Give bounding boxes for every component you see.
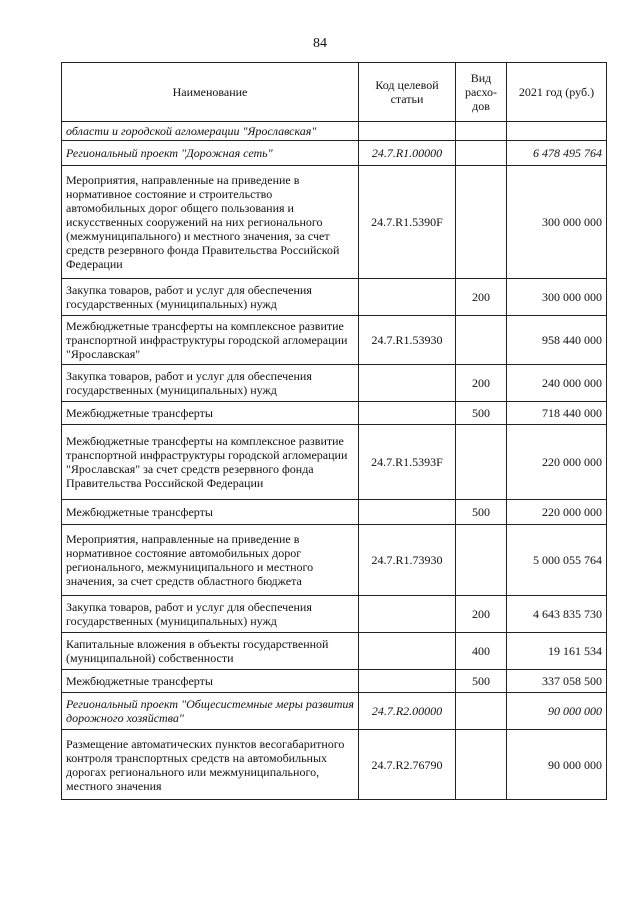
cell-amount: 5 000 055 764 — [507, 525, 607, 596]
header-kind: Вид расхо-дов — [456, 63, 507, 122]
cell-name: Региональный проект "Общесистемные меры развития дорожного хозяйства" — [62, 693, 359, 730]
cell-amount: 718 440 000 — [507, 402, 607, 425]
page-number: 84 — [313, 36, 327, 51]
cell-name: Региональный проект "Дорожная сеть" — [62, 141, 359, 166]
cell-name: Межбюджетные трансферты — [62, 670, 359, 693]
cell-amount: 90 000 000 — [507, 730, 607, 800]
cell-code: 24.7.R1.73930 — [359, 525, 456, 596]
cell-code — [359, 500, 456, 525]
cell-kind: 500 — [456, 670, 507, 693]
cell-code: 24.7.R1.5393F — [359, 425, 456, 500]
cell-name: Капитальные вложения в объекты государственной (муниципальной) собственности — [62, 633, 359, 670]
cell-code — [359, 402, 456, 425]
header-row — [62, 63, 607, 122]
cell-code — [359, 365, 456, 402]
cell-name: Размещение автоматических пунктов весогабаритного контроля транспортных средств на автомобильных дорогах регионального или межмуниципального, местного значения — [62, 730, 359, 800]
cell-name: Межбюджетные трансферты — [62, 402, 359, 425]
cell-kind — [456, 141, 507, 166]
header-name: Наименование — [62, 63, 359, 122]
cell-amount: 300 000 000 — [507, 279, 607, 316]
cell-kind: 500 — [456, 500, 507, 525]
cell-kind: 200 — [456, 596, 507, 633]
cell-name: Мероприятия, направленные на приведение в нормативное состояние и строительство автомобильных дорог общего пользования и искусственных сооружений на них регионального (межмуниципального) и местного значения, за счет средств резервного фонда Правительства Российской Федерации — [62, 166, 359, 279]
header-code: Код целевой статьи — [359, 63, 456, 122]
header-amount: 2021 год (руб.) — [507, 63, 607, 122]
table-row — [62, 500, 607, 525]
cell-kind — [456, 693, 507, 730]
cell-kind — [456, 525, 507, 596]
cell-kind: 200 — [456, 365, 507, 402]
cell-kind: 400 — [456, 633, 507, 670]
table-row — [62, 670, 607, 693]
cell-code: 24.7.R1.00000 — [359, 141, 456, 166]
table-row — [62, 730, 607, 800]
cell-code — [359, 279, 456, 316]
cell-code: 24.7.R2.76790 — [359, 730, 456, 800]
cell-amount: 337 058 500 — [507, 670, 607, 693]
budget-table — [61, 62, 607, 800]
cell-name: Мероприятия, направленные на приведение в нормативное состояние автомобильных дорог регионального, межмуниципального и местного значения, за счет средств областного бюджета — [62, 525, 359, 596]
cell-name: Межбюджетные трансферты — [62, 500, 359, 525]
cell-code: 24.7.R2.00000 — [359, 693, 456, 730]
cell-kind — [456, 122, 507, 141]
cell-kind — [456, 316, 507, 365]
cell-kind — [456, 425, 507, 500]
cell-name: Закупка товаров, работ и услуг для обеспечения государственных (муниципальных) нужд — [62, 365, 359, 402]
cell-code: 24.7.R1.5390F — [359, 166, 456, 279]
cell-amount: 90 000 000 — [507, 693, 607, 730]
table-row — [62, 279, 607, 316]
cell-amount: 220 000 000 — [507, 500, 607, 525]
cell-kind — [456, 166, 507, 279]
cell-amount — [507, 122, 607, 141]
cell-name: Закупка товаров, работ и услуг для обеспечения государственных (муниципальных) нужд — [62, 596, 359, 633]
table-row — [62, 596, 607, 633]
cell-name: Межбюджетные трансферты на комплексное развитие транспортной инфраструктуры городской агломерации "Ярославская" за счет средств резервного фонда Правительства Российской Федерации — [62, 425, 359, 500]
cell-amount: 6 478 495 764 — [507, 141, 607, 166]
cell-code: 24.7.R1.53930 — [359, 316, 456, 365]
table-row — [62, 693, 607, 730]
cell-kind: 200 — [456, 279, 507, 316]
cell-name: области и городской агломерации "Ярославская" — [62, 122, 359, 141]
table-row — [62, 365, 607, 402]
table-row — [62, 316, 607, 365]
cell-code — [359, 122, 456, 141]
cell-kind — [456, 730, 507, 800]
cell-amount: 300 000 000 — [507, 166, 607, 279]
table-row — [62, 402, 607, 425]
table-row — [62, 141, 607, 166]
cell-amount: 19 161 534 — [507, 633, 607, 670]
table-row — [62, 166, 607, 279]
cell-amount: 220 000 000 — [507, 425, 607, 500]
table-row — [62, 525, 607, 596]
cell-code — [359, 670, 456, 693]
cell-name: Межбюджетные трансферты на комплексное развитие транспортной инфраструктуры городской агломерации "Ярославская" — [62, 316, 359, 365]
cell-amount: 958 440 000 — [507, 316, 607, 365]
table-row — [62, 122, 607, 141]
cell-kind: 500 — [456, 402, 507, 425]
cell-amount: 4 643 835 730 — [507, 596, 607, 633]
cell-name: Закупка товаров, работ и услуг для обеспечения государственных (муниципальных) нужд — [62, 279, 359, 316]
cell-code — [359, 596, 456, 633]
cell-code — [359, 633, 456, 670]
table-row — [62, 633, 607, 670]
cell-amount: 240 000 000 — [507, 365, 607, 402]
table-row — [62, 425, 607, 500]
